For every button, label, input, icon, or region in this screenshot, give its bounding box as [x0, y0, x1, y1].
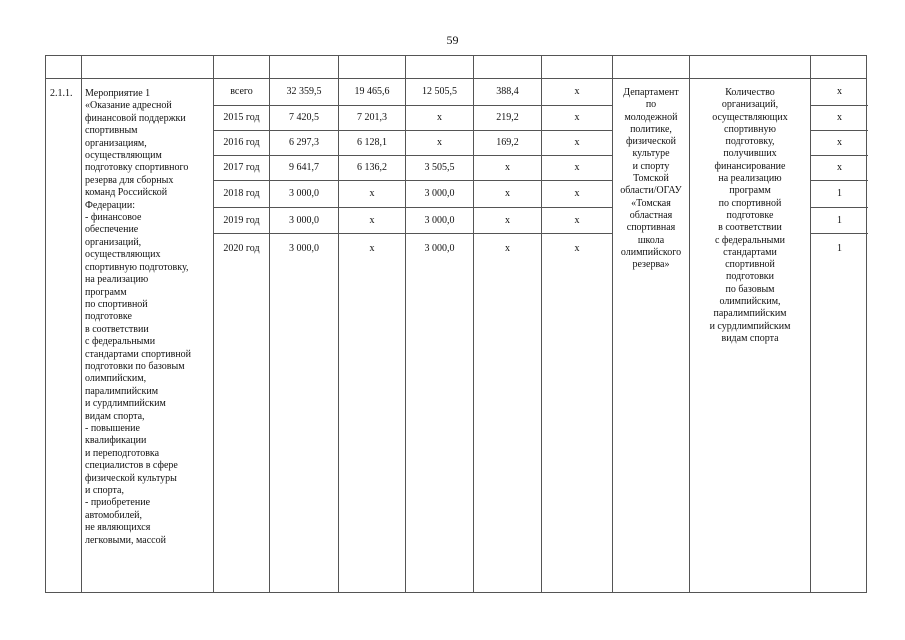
amount-cell: x: [437, 137, 442, 148]
total-cell: 3 000,0: [289, 188, 319, 199]
amount-cell: x: [574, 243, 580, 254]
page-number: 59: [446, 33, 459, 47]
total-cell: 6 297,3: [289, 137, 319, 148]
amount-cell: x: [574, 162, 580, 173]
row-separator: [213, 180, 612, 181]
row-separator: [213, 207, 612, 208]
amount-cell: x: [369, 215, 375, 226]
event-description: Мероприятие 1 «Оказание адресной финансовой поддержки спортивным организациям, осуществляющим подготовку спортивного резерва для сборных команд Российской Федерации: - финансовое обеспечение организаций, осуществляющих спортивную подготовку, на реализацию программ по спортивной подготовке в соответствии с федеральными стандартами спортивной подготовки по базовым олимпийским, паралимпийским и сурдлимпийским видам спорта, - повышение квалификации и переподготовка специалистов в сфере физической культуры и спорта, - приобретение автомобилей, не являющихся легковыми, массой: [85, 88, 192, 546]
amount-cell: 6 136,2: [357, 162, 387, 173]
row-separator: [810, 233, 868, 234]
value-cell: 1: [837, 215, 842, 226]
period-cell: 2019 год: [223, 215, 260, 226]
value-cell: 1: [837, 243, 842, 254]
amount-cell: x: [574, 188, 580, 199]
amount-cell: 388,4: [496, 86, 519, 97]
executor-cell: Департамент по молодежной политике, физической культуре и спорту Томской области/ОГАУ «Томская областная спортивная школа олимпийского резерва»: [620, 87, 682, 271]
total-cell: 3 000,0: [289, 243, 319, 254]
amount-cell: x: [369, 188, 375, 199]
period-cell: всего: [230, 86, 253, 97]
period-cell: 2015 год: [223, 112, 260, 123]
amount-cell: 169,2: [496, 137, 519, 148]
amount-cell: x: [574, 112, 580, 123]
period-cell: 2016 год: [223, 137, 260, 148]
value-cell: 1: [837, 188, 842, 199]
amount-cell: x: [574, 86, 580, 97]
amount-cell: 3 505,5: [424, 162, 455, 173]
value-cell: x: [837, 86, 842, 97]
amount-cell: 3 000,0: [424, 188, 455, 199]
amount-cell: 7 201,3: [357, 112, 387, 123]
row-separator: [810, 155, 868, 156]
row-separator: [810, 180, 868, 181]
amount-cell: x: [505, 188, 510, 199]
total-cell: 32 359,5: [286, 86, 322, 97]
value-cell: x: [837, 137, 842, 148]
row-separator: [810, 130, 868, 131]
budget-table: [45, 55, 867, 593]
amount-cell: x: [505, 162, 510, 173]
amount-cell: x: [574, 215, 580, 226]
amount-cell: 6 128,1: [357, 137, 387, 148]
total-cell: 7 420,5: [289, 112, 319, 123]
row-separator: [213, 233, 612, 234]
indicator-cell: Количество организаций, осуществляющих спортивную подготовку, получивших финансирование на реализацию программ по спортивной подготовке в соответствии с федеральными стандартами спортивной подготовки по базовым олимпийским, паралимпийским и сурдлимпийским видам спорта: [709, 87, 791, 344]
period-cell: 2017 год: [223, 162, 260, 173]
row-separator: [810, 207, 868, 208]
value-cell: x: [837, 112, 842, 123]
amount-cell: x: [437, 112, 442, 123]
header-separator: [46, 78, 866, 79]
period-cell: 2020 год: [223, 243, 260, 254]
amount-cell: 12 505,5: [422, 86, 457, 97]
amount-cell: x: [574, 137, 580, 148]
total-cell: 3 000,0: [289, 215, 319, 226]
amount-cell: 219,2: [496, 112, 519, 123]
value-cell: x: [837, 162, 842, 173]
amount-cell: x: [505, 243, 510, 254]
row-code: 2.1.1.: [50, 88, 73, 99]
total-cell: 9 641,7: [289, 162, 319, 173]
row-separator: [213, 105, 612, 106]
amount-cell: 19 465,6: [354, 86, 390, 97]
amount-cell: x: [505, 215, 510, 226]
amount-cell: x: [369, 243, 375, 254]
period-cell: 2018 год: [223, 188, 260, 199]
row-separator: [213, 155, 612, 156]
row-separator: [810, 105, 868, 106]
amount-cell: 3 000,0: [424, 243, 455, 254]
row-separator: [213, 130, 612, 131]
column-divider: [81, 56, 82, 592]
amount-cell: 3 000,0: [424, 215, 455, 226]
